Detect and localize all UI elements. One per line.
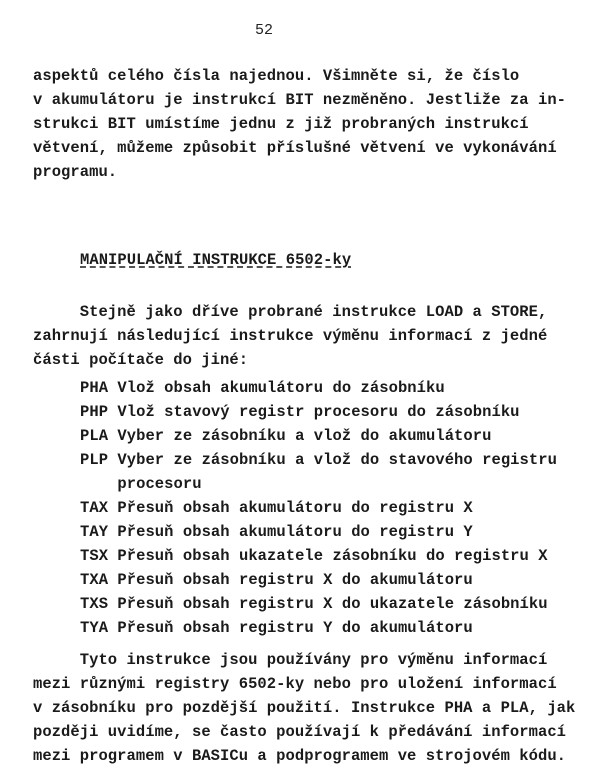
text-line: aspektů celého čísla najednou. Všimněte si, že číslo xyxy=(33,67,520,85)
text-line: Tyto instrukce jsou používány pro výměnu informací xyxy=(33,651,548,669)
text-line: mezi různými registry 6502-ky nebo pro uložení informací xyxy=(33,675,557,693)
instruction-line: TXS Přesuň obsah registru X do ukazatele zásobníku xyxy=(80,595,548,613)
text-line: zahrnují následující instrukce výměnu informací z jedné xyxy=(33,327,548,345)
instruction-line: procesoru xyxy=(80,475,202,493)
instruction-line: PHA Vlož obsah akumulátoru do zásobníku xyxy=(80,379,445,397)
instruction-line: TAX Přesuň obsah akumulátoru do registru X xyxy=(80,499,473,517)
instruction-line: TSX Přesuň obsah ukazatele zásobníku do registru X xyxy=(80,547,548,565)
text-line: větvení, můžeme způsobit příslušné větvení ve vykonávání xyxy=(33,139,557,157)
text-line: strukci BIT umístíme jednu z již probraných instrukcí xyxy=(33,115,529,133)
text-line: v zásobníku pro pozdější použití. Instrukce PHA a PLA, jak xyxy=(33,699,576,717)
instruction-line: TAY Přesuň obsah akumulátoru do registru Y xyxy=(80,523,473,541)
instruction-line: PLA Vyber ze zásobníku a vlož do akumulátoru xyxy=(80,427,492,445)
instruction-line: PLP Vyber ze zásobníku a vlož do stavového registru xyxy=(80,451,557,469)
instruction-line: PHP Vlož stavový registr procesoru do zásobníku xyxy=(80,403,520,421)
instruction-line: TXA Přesuň obsah registru X do akumulátoru xyxy=(80,571,473,589)
text-line: později uvidíme, se často používají k předávání informací xyxy=(33,723,567,741)
text-line: Stejně jako dříve probrané instrukce LOAD a STORE, xyxy=(33,303,548,321)
text-line: mezi programem v BASICu a podprogramem ve strojovém kódu. xyxy=(33,747,567,765)
text-line: programu. xyxy=(33,163,118,181)
text-line: části počítače do jiné: xyxy=(33,351,249,369)
instruction-line: TYA Přesuň obsah registru Y do akumulátoru xyxy=(80,619,473,637)
text-line: v akumulátoru je instrukcí BIT nezměněno. Jestliže za in- xyxy=(33,91,567,109)
page-number: 52 xyxy=(255,22,274,39)
section-heading: MANIPULAČNÍ INSTRUKCE 6502-ky xyxy=(80,251,352,269)
